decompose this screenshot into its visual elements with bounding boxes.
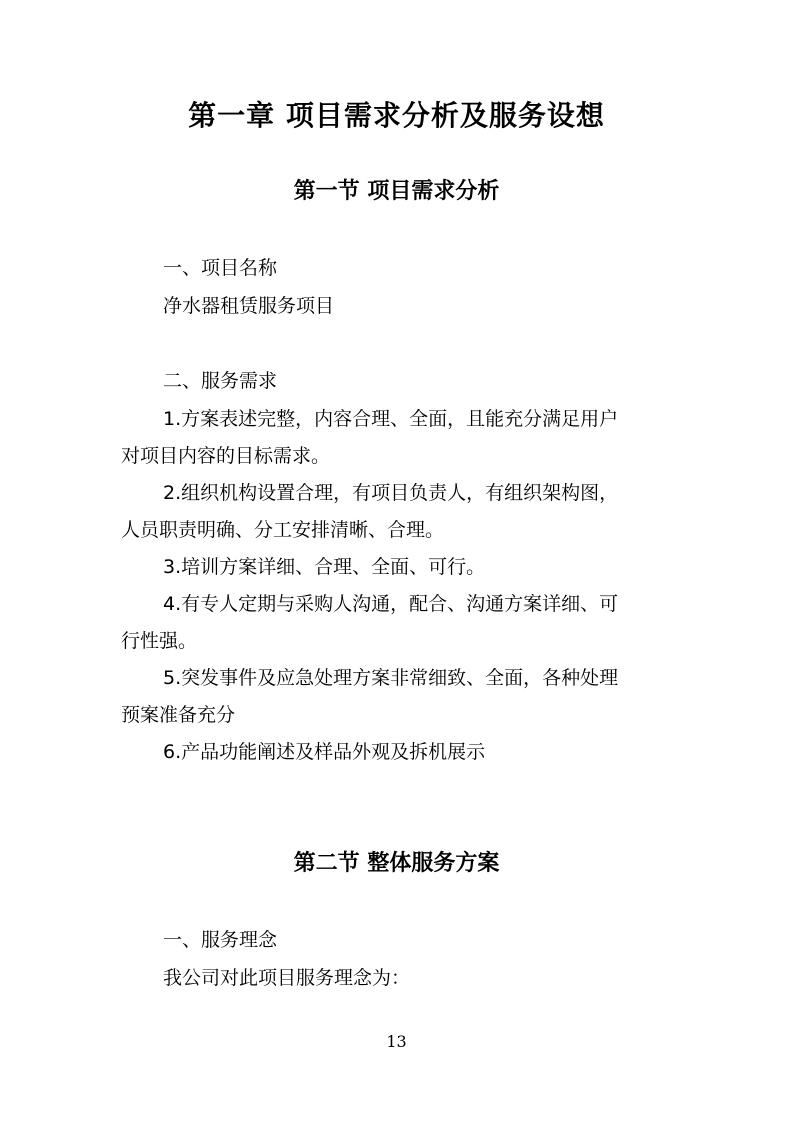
requirement-2-line1: 2.组织机构设置合理，有项目负责人，有组织架构图， <box>163 482 619 504</box>
project-name: 净水器租赁服务项目 <box>163 295 335 317</box>
requirement-5-line2: 预案准备充分 <box>121 704 236 726</box>
project-name-heading: 一、项目名称 <box>163 257 278 279</box>
requirement-3-line1: 3.培训方案详细、合理、全面、可行。 <box>163 556 486 578</box>
service-concept-heading: 一、服务理念 <box>163 929 278 951</box>
section-title-2: 第二节 整体服务方案 <box>293 851 500 876</box>
service-requirements-heading: 二、服务需求 <box>163 370 278 392</box>
page-number: 13 <box>386 1032 407 1051</box>
requirement-4-line1: 4.有专人定期与采购人沟通，配合、沟通方案详细、可 <box>163 593 619 615</box>
requirement-4-line2: 行性强。 <box>121 630 198 652</box>
requirement-2-line2: 人员职责明确、分工安排清晰、合理。 <box>121 519 445 541</box>
service-concept-intro: 我公司对此项目服务理念为： <box>163 967 411 989</box>
requirement-1-line2: 对项目内容的目标需求。 <box>121 445 331 467</box>
section-title-1: 第一节 项目需求分析 <box>293 179 500 204</box>
requirement-5-line1: 5.突发事件及应急处理方案非常细致、全面，各种处理 <box>163 667 619 689</box>
requirement-1-line1: 1.方案表述完整，内容合理、全面，且能充分满足用户 <box>163 408 619 430</box>
chapter-title: 第一章 项目需求分析及服务设想 <box>188 99 605 132</box>
requirement-6-line1: 6.产品功能阐述及样品外观及拆机展示 <box>163 741 486 763</box>
